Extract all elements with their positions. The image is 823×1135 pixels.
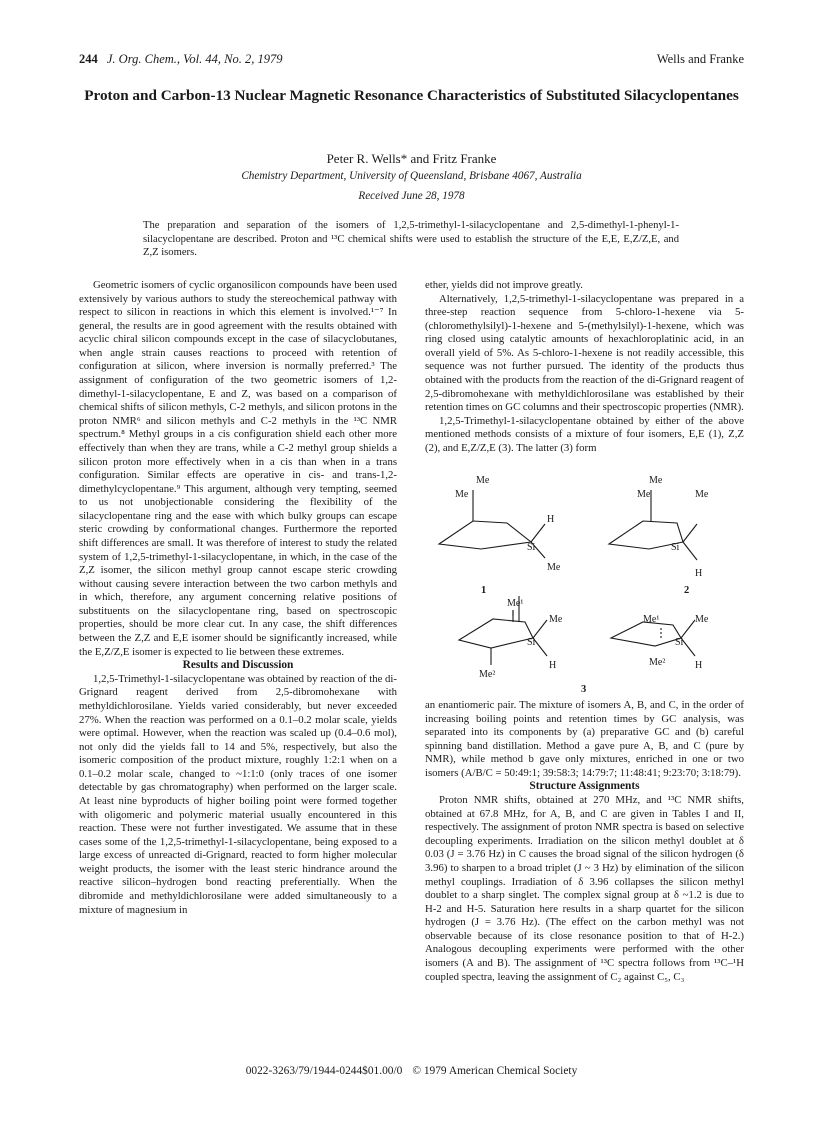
intro-paragraph: Geometric isomers of cyclic organosilicon compounds have been used extensively by various authors to study the stereochemical pathway with respect to silicon in reactions in which this element is involved.¹⁻⁷ In general, the results are in good agreement with the results obtained with acyclic chiral silicon compounds except in the case of silacyclobutanes, when angle strain causes reactions to proceed with retention of configuration at silicon, where inversion is normally preferred.³ The assignment of configuration of the two geometric isomers of 1,2-dimethyl-1-silacyclopentane, E and Z, was based on a comparison of chemical shifts of silicon methyls, C-2 methyls, and silicon protons in the proton NMR⁶ and silicon methyls and C-2 methyls in the ¹³C NMR spectrum.⁸ Methyl groups in a cis configuration shield each other more effectively than when they are trans, while a C-2 methyl group shields a silicon proton more effectively when in a cis than when in a trans configuration. Similar effects are operative in cis- and trans-1,2-dimethylcyclopentane.⁹ This argument, although very tempting, seemed to us not unobjectionable considering the flexibility of the silacyclopentane ring and the ease with which bulky groups can escape steric crowding by conformational changes. Furthermore the reported shift differences are small. It was therefore of interest to study the related system of 1,2,5-trimethyl-1-silacyclopentane, in which, in the case of the Z,Z isomer, the silicon methyl group cannot escape steric crowding without causing severe interaction between the two carbon methyls and in which, therefore, any argument concerning relative positions of substituents on the silacyclopentane ring, based on spectroscopic properties, should be more clear cut. In any case, the shift differences between the Z,Z and E,E isomer should be significantly increased, while the E,Z/Z,E isomer is expected to lie between these extremes. (79, 279, 397, 658)
paragraph-alternative-synthesis: Alternatively, 1,2,5-trimethyl-1-silacyclopentane was prepared in a three-step reaction sequence from 5-chloro-1-hexene via 5-(chloromethylsilyl)-1-hexene and 5-(methylsilyl)-1-hexene, which was ring closed using catalytic amounts of hexachloroplatinic acid, in an overall yield of 5%. As 5-chloro-1-hexene is not readily accessible, this sequence was not further pursued. The identity of the products thus obtained with the products from the reaction of the di-Grignard reagent of 2,5-dibromohexane with methyldichlorosilane was established by their retention times on GC columns and their spectroscopic properties (NMR). (425, 292, 744, 414)
author-affiliation: Chemistry Department, University of Queensland, Brisbane 4067, Australia (241, 170, 582, 182)
article-authors: Peter R. Wells* and Fritz Franke (326, 151, 497, 166)
paragraph-nmr-assignment: Proton NMR shifts, obtained at 270 MHz, and ¹³C NMR shifts, obtained at 67.8 MHz, for A, B, and C are given in Tables I and II, respectively. The assignment of proton NMR spectra is based on selective decoupling experiments. Irradiation on the silicon methyl doublet at δ 0.03 (J = 3.76 Hz) in C causes the broad signal of the silicon hydrogen (δ 3.96) to sharpen to a broad triplet (J ~ 3 Hz) by elimination of the silicon methyl couplings. Irradiation of δ 3.96 collapses the silicon methyl doublet to a sharp singlet. The complex signal group at δ ~1.2 is due to H-2 and H-5. Saturation here results in a sharp quartet for the silicon hydrogen (J = 3.76 Hz). (The effect on the carbon methyl was not observable because of its close resonance position to that of H-2.) Analogous decoupling experiments were performed with the other isomers (A and B). The assignment of ¹³C spectra follows from ¹³C–¹H coupled spectra, leaving the assignment of C₂ against C₅, C₃ (425, 794, 744, 983)
s3a-h: H (549, 660, 557, 671)
section-heading-results: Results and Discussion (182, 659, 294, 672)
s1-me-top: Me (476, 475, 490, 486)
s3b-h: H (695, 660, 703, 671)
s3b-me-right: Me (695, 614, 709, 625)
s1-h: H (547, 514, 555, 525)
s3a-me-bottom: Me² (479, 669, 496, 680)
structure-1 (439, 475, 561, 596)
s2-si: Si (671, 542, 680, 553)
s2-me-top: Me (649, 475, 663, 486)
received-date: Received June 28, 1978 (358, 190, 465, 202)
copyright-notice: © 1979 American Chemical Society (412, 1065, 578, 1077)
structure-3a (459, 596, 563, 680)
s3-label: 3 (581, 684, 587, 695)
s1-si: Si (527, 542, 536, 553)
isomer-structure-scheme (425, 470, 744, 698)
s1-label: 1 (481, 585, 487, 596)
running-header-authors: Wells and Franke (656, 52, 744, 66)
s1-me-bottom: Me (547, 562, 561, 573)
left-column (79, 279, 397, 917)
structure-2 (609, 475, 709, 596)
s3b-me-bottom: Me² (649, 657, 666, 668)
paragraph-separation: an enantiomeric pair. The mixture of isomers A, B, and C, in the order of increasing boiling points and retention times by GC analysis, was separated into its components by (a) preparative GC and (b) careful spinning band distillation. Method a gave pure A, B, and C (pure by NMR), while method b gave only mixtures, enriched in one or two isomers (A/B/C = 50:49:1; 39:58:3; 14:79:7; 11:48:41; 9:23:70; 3:18:79). (425, 699, 744, 779)
s3a-me-right: Me (549, 614, 563, 625)
article-code: 0022-3263/79/1944-0244$01.00/0 (245, 1065, 403, 1077)
s3b-me-left: Me¹ (643, 614, 660, 625)
paragraph-isomers: 1,2,5-Trimethyl-1-silacyclopentane obtained by either of the above mentioned methods consists of a mixture of four isomers, E,E (1), Z,Z (2), and E,Z/Z,E (3). The latter (3) form (425, 414, 744, 454)
journal-citation: J. Org. Chem., Vol. 44, No. 2, 1979 (106, 52, 283, 66)
s2-me-right: Me (695, 489, 709, 500)
s1-me-left: Me (455, 489, 469, 500)
structure-3b (611, 614, 709, 671)
s3a-si: Si (527, 637, 536, 648)
results-paragraph: 1,2,5-Trimethyl-1-silacyclopentane was obtained by reaction of the di-Grignard reagent derived from 2,5-dibromohexane with methyldichlorosilane. Yields varied considerably, but never exceeded 27%. When the reaction was performed on a 0.1–0.2 molar scale, yields were optimal. However, when the reaction was scaled up (0.4–0.6 mol), not only did the yields fall to 14 and 5%, respectively, but also the isomeric composition of the product mixture, roughly 1:2:1 when on a 0.1–0.2 molar scale, changed to ~1:1:0 (only traces of one isomer detectable by gas chromatography) when performed on the larger scale. At least nine byproducts of higher boiling point were formed together with oligomeric and polymeric material usually encountered in this reaction. These were not further investigated. We assume that in these cases some of the 1,2,5-trimethyl-1-silacyclopentane, being exposed to a large excess of unreacted di-Grignard, reacted to form higher molecular weight products, the isomer with the least steric hindrance around the reactive silicon–hydrogen bond reacting preferentially. When the dibromide and methyldichlorosilane were added simultaneously to a mixture of magnesium in (79, 672, 397, 916)
s2-me-left: Me (637, 489, 651, 500)
s2-h: H (695, 568, 703, 579)
s3b-si: Si (675, 637, 684, 648)
right-column-top (425, 279, 744, 456)
article-title: Proton and Carbon-13 Nuclear Magnetic Resonance Characteristics of Substituted Silacyclopentanes (84, 87, 739, 104)
s2-label: 2 (684, 585, 690, 596)
paragraph-continuation: ether, yields did not improve greatly. (425, 279, 583, 291)
s3a-me-top: Me¹ (507, 598, 524, 609)
page-footer (0, 1065, 823, 1077)
ring-1 (439, 521, 531, 549)
abstract: The preparation and separation of the isomers of 1,2,5-trimethyl-1-silacyclopentane and 2,5-dimethyl-1-phenyl-1-silacyclopentane are described. Proton and ¹³C chemical shifts were used to establish the structure of the E,E, E,Z/Z,E, and Z,Z isomers. (143, 220, 679, 259)
running-header-left (79, 52, 282, 67)
ring-3a (459, 619, 533, 648)
ring-3b (611, 622, 681, 646)
page-number: 244 (79, 52, 98, 66)
section-heading-structure: Structure Assignments (529, 780, 640, 793)
right-column-bottom (425, 699, 744, 984)
